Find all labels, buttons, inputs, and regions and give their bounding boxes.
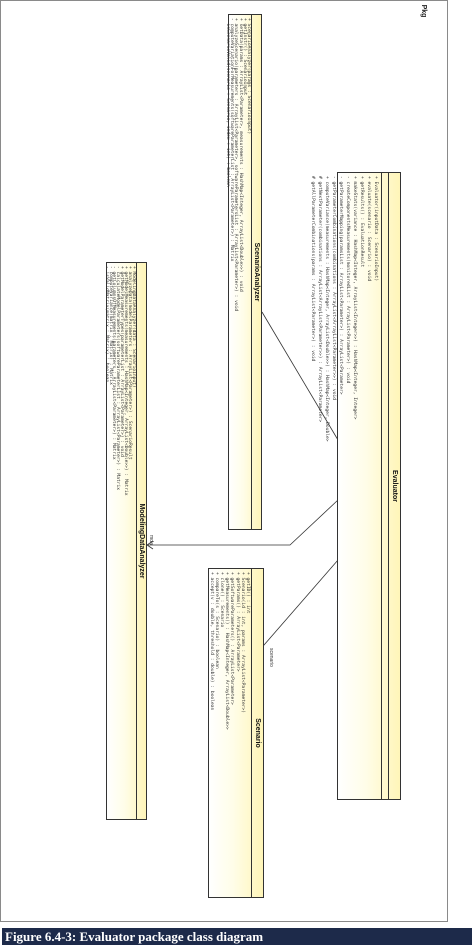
operation: + getModelMeasurements(measurements : HashMap<Integer, ArrayList<Double>>) : Matrix [123,266,129,496]
package-frame-label: Pkg [420,4,427,18]
class-scenario-analyzer-operations [224,15,251,529]
association-role-scenario: scenario [268,648,274,667]
operation: - getParameterCombinations(combinations : ArrayList<ArrayList<Parameter>>) : void [331,176,336,401]
operation: + setData(params : ArrayList<Parameter>, measurements : HashMap<Integer, ArrayList<Double>>) : void [237,18,243,292]
class-evaluator [310,172,401,800]
operation: + computeVariance(measurements : HashMap<Integer, ArrayList<Double>>) : HashMap<Integer, Double> [324,176,329,442]
operation: + makeStats(variance : HashMap<Integer, ArrayList<Integer>>) : HashMap<Integer, Integer> [352,176,357,420]
operation: - createComponentsMeasurements(monitoredList : ArrayList<Parameter>) : void [345,176,350,384]
class-scenario [208,568,264,898]
class-evaluator-title: Evaluator [388,173,400,799]
operation: + analyzeData(modelParameters : ArrayList<Parameter>) : ScenarioResult [127,266,133,460]
operation: + getInstr() : ScenarioInput [241,18,247,96]
operation: + Evaluator(inputData : ScenarioInput) [373,176,378,282]
operation: + evaluate(scenario : Scenario) : void [366,176,371,282]
operation: + ScenarioAnalyzer(params : ScenarioInput) [246,18,251,135]
operation: + getParams() : ArrayList<Parameter> [234,572,240,672]
class-scenario-operations [207,569,251,897]
class-scenario-title: Scenario [251,569,263,897]
operation: - isScenarioValid(scenario : Scenario, index : int) : boolean [224,18,230,187]
class-scenario-analyzer-title: ScenarioAnalyzer [251,15,261,529]
operation: + analyzeScenario(parameters : ArrayList<Parameter>, softwareParametersList : ArrayList<Parameter>) : void [233,18,239,312]
class-evaluator-operations [307,173,381,799]
figure-caption: Figure 6.4-3: Evaluator package class diagram [2,928,472,945]
operation: + compareTo(s : Scenario) : boolean [213,572,219,669]
operation: + getSoftwareParameters() : ArrayList<Parameter> [229,572,235,705]
operation: - getParameterMapping(paramsList : ArrayList<Parameter>) : ArrayList<Parameter> [338,176,343,395]
operation: # getAllParameterCombinations(params : ArrayList<Parameter>) : void [310,176,315,362]
operation: # getNextParameter(combinations : ArrayList<ArrayList<Parameter>>) : ArrayList<Parameter> [317,176,322,423]
operation: - isValidMatrix(matrix : Matrix) : boolean [103,266,109,383]
operation: + Scenario(id : int, params : ArrayList<Parameter>) [239,572,245,714]
association-role-modeling: mda [148,535,154,545]
operation: - computeVariance(matrix : Matrix) : Matrix [107,266,113,385]
operation: - getColumnsOfMeasurements(parameters : ArrayList<Parameter>) : Matrix [111,266,117,460]
operation: + clone() : Scenario [218,572,224,628]
operation: + getResults() : EvaluationResult [359,176,364,268]
operation: + getMeasurements() : HashMap<Integer, ArrayList<Double>> [224,572,230,730]
operation: - calculateModelParameters(softwareParameterList : ArrayList<Parameter>) : Matrix [115,266,121,491]
operation: + getID() : int [245,572,250,614]
operation: + ModelingDataAnalyzer(data : ScenarioInput) [131,266,136,388]
class-modeling-data-analyzer [103,262,147,820]
class-modeling-data-analyzer-title: ModelingDataAnalyzer [136,263,146,819]
operation: + accept(v : double, threshold : double) : boolean [208,572,214,711]
operation: - computeVariationForMeasurements(softwareParameterList : ArrayList<Parameter>) : Matrix [229,18,235,262]
class-evaluator-attributes [381,173,388,799]
class-scenario-analyzer [224,14,262,530]
class-modeling-data-analyzer-operations [103,263,136,819]
operation: + getModelParameterTypes(parameterList : ArrayList<Parameter>) : void [119,266,125,457]
